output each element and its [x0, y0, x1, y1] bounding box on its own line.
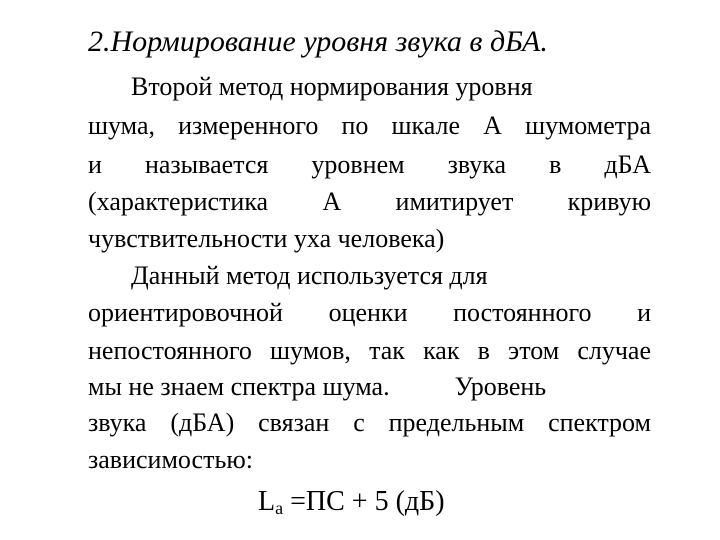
formula-symbol: L — [258, 486, 276, 517]
paragraph2-line-6: зависимостью: — [88, 445, 253, 474]
paragraph1-line-4: (характеристика А имитирует кривую — [88, 187, 651, 216]
formula-subscript: а — [275, 498, 284, 518]
slide-heading: 2.Нормирование уровня звука в дБА. — [88, 25, 548, 58]
paragraph2-line-2: ориентировочной оценки постоянного и — [88, 298, 651, 327]
paragraph1-line-3: и называется уровнем звука в дБА — [88, 150, 651, 179]
paragraph1-line-2: шума, измеренного по шкале А шумометра — [88, 111, 651, 140]
formula — [258, 484, 445, 526]
paragraph2-line-5: звука (дБА) связан с предельным спектром — [88, 408, 651, 437]
paragraph2-line-1: Данный метод используется для — [131, 261, 488, 290]
paragraph2-line-4: мы не знаем спектра шума. Уровень — [88, 372, 547, 401]
paragraph2-line-3: непостоянного шумов, так как в этом случае — [88, 336, 651, 365]
paragraph1-line-5: чувствительности уха человека) — [88, 224, 445, 253]
paragraph1-line-1: Второй метод нормирования уровня — [131, 72, 533, 101]
formula-expression: =ПС + 5 (дБ) — [290, 486, 445, 517]
